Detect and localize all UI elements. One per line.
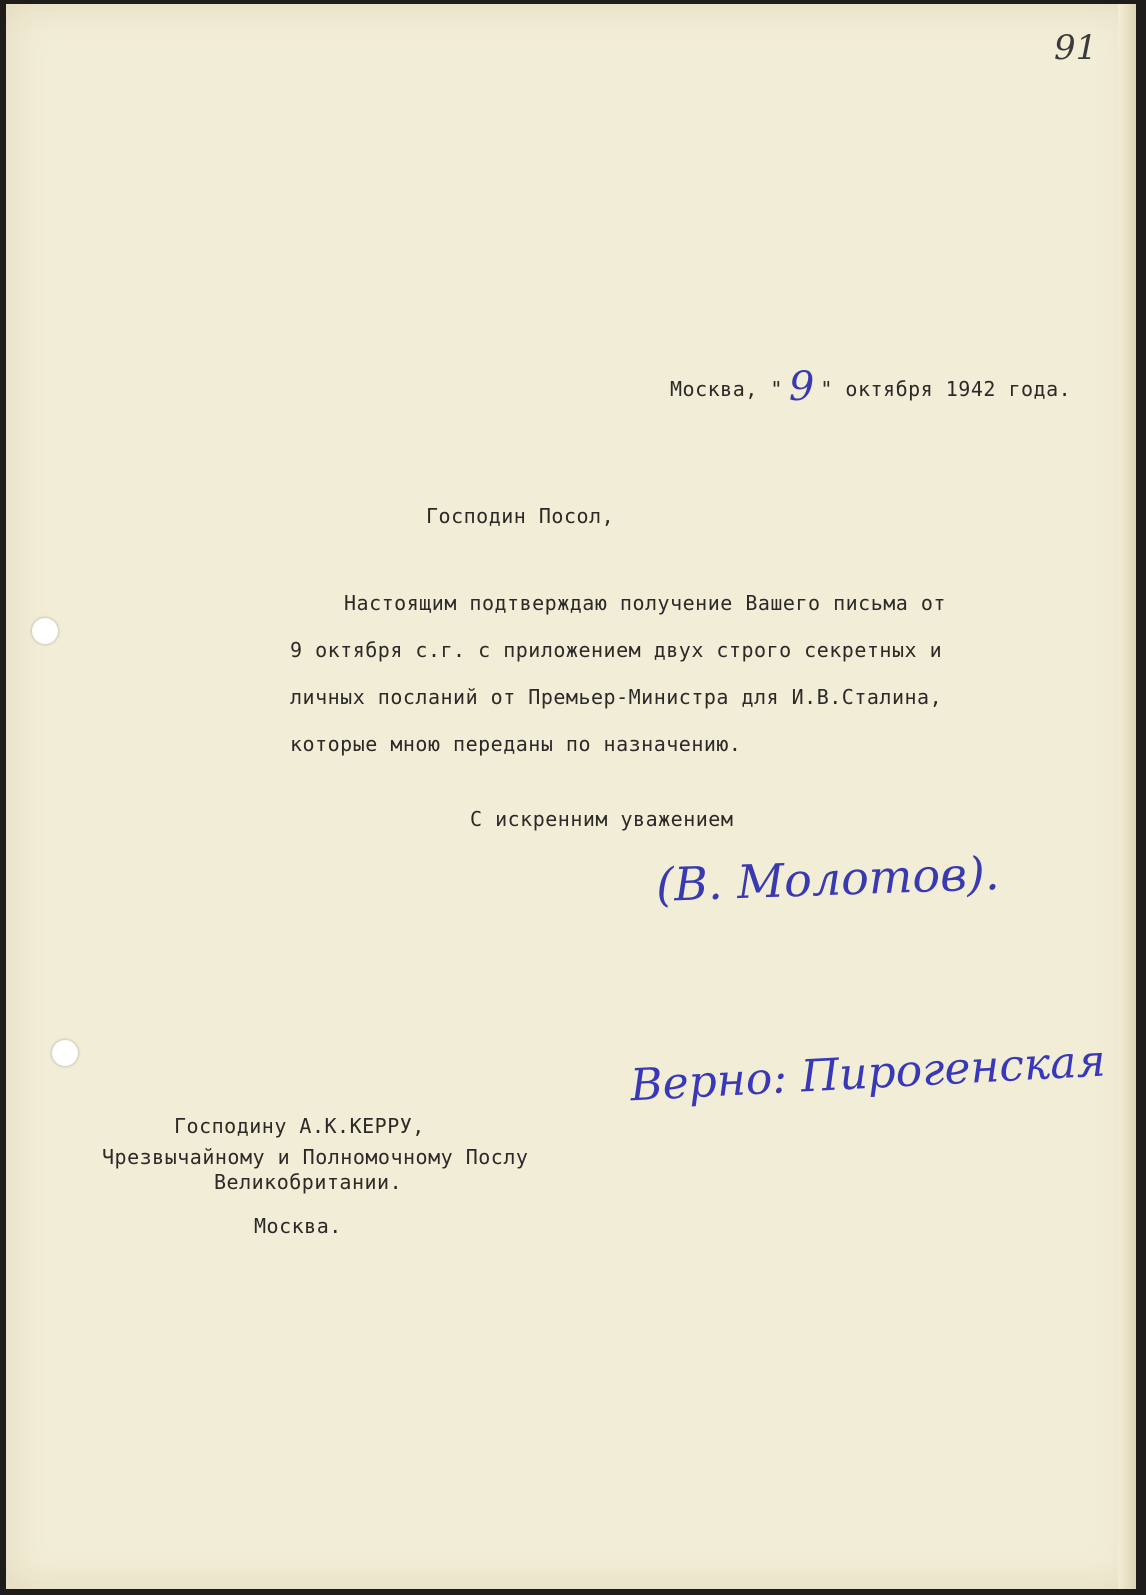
page-number: 91 — [1054, 28, 1098, 68]
body-line-1: Настоящим подтверждаю получение Вашего письма от — [344, 591, 946, 615]
body-line-2: 9 октября с.г. с приложением двух строго секретных и — [290, 638, 943, 662]
certification-signature: Верно: Пирогенская — [628, 1035, 1107, 1112]
date-line — [670, 360, 1072, 410]
addressee-line-4: Москва. — [254, 1214, 342, 1238]
date-day-handwritten: 9 — [788, 364, 815, 410]
date-prefix: Москва, " — [670, 377, 783, 401]
addressee-line-1: Господину А.К.КЕРРУ, — [174, 1114, 425, 1138]
addressee-line-3: Великобритании. — [214, 1170, 403, 1194]
signature-molotov: (В. Молотов). — [655, 846, 1001, 912]
body-line-4: которые мною переданы по назначению. — [290, 732, 742, 756]
date-suffix: " октября 1942 года. — [820, 377, 1072, 401]
punch-hole-top — [32, 618, 58, 644]
addressee-line-2: Чрезвычайному и Полномочному Послу — [102, 1145, 529, 1169]
document-page — [6, 4, 1136, 1589]
salutation: Господин Посол, — [426, 504, 615, 528]
punch-hole-bottom — [52, 1040, 78, 1066]
body-line-3: личных посланий от Премьер-Министра для И.В.Сталина, — [290, 685, 943, 709]
page-edge — [1118, 4, 1136, 1589]
closing: С искренним уважением — [470, 807, 734, 831]
